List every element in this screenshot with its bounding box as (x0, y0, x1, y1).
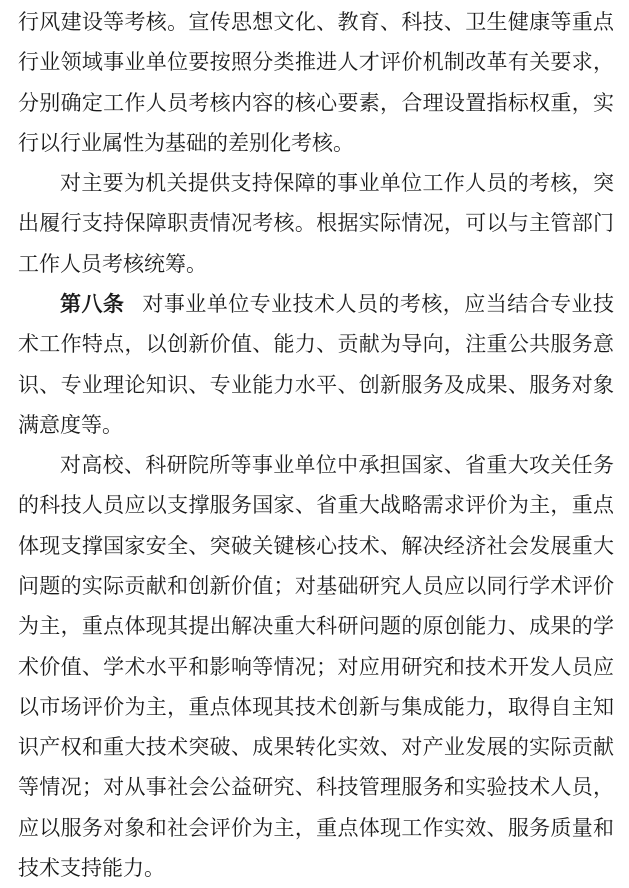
paragraph-4-line-6: 术价值、学术水平和影响等情况；对应用研究和技术开发人员应 (18, 655, 614, 679)
paragraph-4-line-3: 体现支撑国家安全、突破关键核心技术、解决经济社会发展重大 (18, 534, 614, 558)
paragraph-4-line-4: 问题的实际贡献和创新价值；对基础研究人员应以同行学术评价 (18, 574, 614, 598)
paragraph-4-line-10: 应以服务对象和社会评价为主，重点体现工作实效、服务质量和 (18, 816, 614, 840)
paragraph-2-line-1: 对主要为机关提供支持保障的事业单位工作人员的考核，突 (60, 171, 614, 195)
article-8-line-2: 术工作特点，以创新价值、能力、贡献为导向，注重公共服务意 (18, 332, 614, 356)
paragraph-2-line-3: 工作人员考核统筹。 (18, 252, 207, 276)
article-8-line-1-text: 对事业单位专业技术人员的考核，应当结合专业技 (142, 292, 614, 316)
paragraph-1-line-4: 行以行业属性为基础的差别化考核。 (18, 131, 354, 155)
article-8-line-3: 识、专业理论知识、专业能力水平、创新服务及成果、服务对象 (18, 373, 614, 397)
article-8-heading: 第八条 (60, 292, 125, 316)
paragraph-4-line-8: 识产权和重大技术突破、成果转化实效、对产业发展的实际贡献 (18, 735, 614, 759)
paragraph-1-line-3: 分别确定工作人员考核内容的核心要素，合理设置指标权重，实 (18, 91, 614, 115)
paragraph-1-line-1: 行风建设等考核。宣传思想文化、教育、科技、卫生健康等重点 (18, 10, 614, 34)
paragraph-4-line-5: 为主，重点体现其提出解决重大科研问题的原创能力、成果的学 (18, 614, 614, 638)
paragraph-4-line-2: 的科技人员应以支撑服务国家、省重大战略需求评价为主，重点 (18, 493, 614, 517)
paragraph-1-line-2: 行业领域事业单位要按照分类推进人才评价机制改革有关要求， (18, 50, 614, 74)
paragraph-4-line-1: 对高校、科研院所等事业单位中承担国家、省重大攻关任务 (60, 453, 614, 477)
article-8-line-1 (60, 286, 614, 322)
article-8-line-4: 满意度等。 (18, 413, 123, 437)
paragraph-4-line-11: 技术支持能力。 (18, 856, 165, 880)
paragraph-2-line-2: 出履行支持保障职责情况考核。根据实际情况，可以与主管部门 (18, 211, 614, 235)
paragraph-4-line-9: 等情况；对从事社会公益研究、科技管理服务和实验技术人员， (18, 775, 614, 799)
paragraph-4-line-7: 以市场评价为主，重点体现其技术创新与集成能力，取得自主知 (18, 695, 614, 719)
